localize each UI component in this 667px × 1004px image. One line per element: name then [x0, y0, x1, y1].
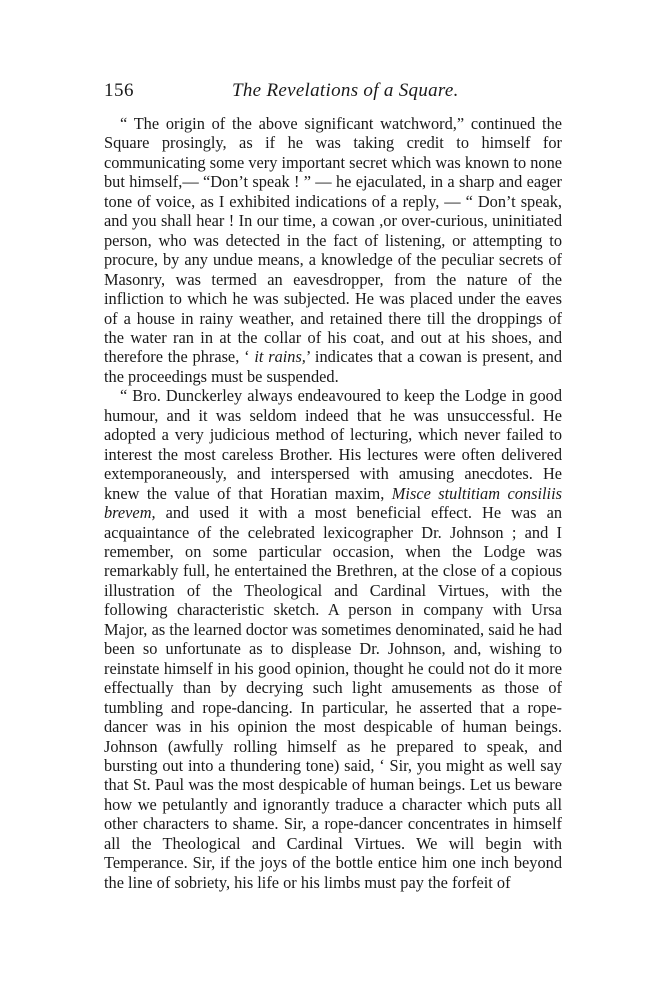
- running-title: The Revelations of a Square.: [232, 80, 459, 101]
- latin-maxim: Misce stultitiam consiliis brevem,: [104, 483, 562, 523]
- book-page: [104, 78, 562, 892]
- text-segment: and used it with a most beneficial effect. He was an acquaintance of the celebrated lexicographer Dr. Johnson ; and I remember, on some particular occasion, when the Lodge was remarkably full, he entertained the Brethren, at the close of a copious illustration of the Theological and Cardinal Virtues, with the following characteristic sketch. A person in company with Ursa Major, as the learned doctor was sometimes denominated, said he had been so unfortunate as to displease Dr. Johnson, and, wishing to reinstate himself in his good opinion, thought he could not do it more effectually than by decrying such light amusements as those of tumbling and rope-dancing. In particular, he asserted that a rope-dancer was in his opinion the most despicable of human beings. Johnson (awfully rolling himself as he prepared to speak, and bursting out into a thundering tone) said, ‘ Sir, you might as well say that St. Paul was the most despicable of human beings. Let us beware how we petulantly and ignorantly traduce a character which puts all other characters to shame. Sir, a rope-dancer concentrates in himself all the Theological and Cardinal Virtues. We will begin with Temperance. Sir, if the joys of the bottle entice him one inch beyond the line of sobriety, his life or his limbs must pay the forfeit of: [104, 503, 562, 892]
- paragraph-2: [104, 386, 562, 892]
- page-number: 156: [104, 80, 134, 101]
- running-head: [104, 78, 562, 104]
- text-segment: ’ indicates that a cowan is present, and the proceedings must be suspended.: [104, 347, 562, 386]
- text-segment: “ Bro. Dunckerley always endeavoured to keep the Lodge in good humour, and it was seldom indeed that he was unsuccessful. He adopted a very judicious method of lecturing, which never failed to interest the most careless Brother. His lectures were often delivered extemporaneously, and interspersed with amusing anecdotes. He knew the value of that Horatian maxim,: [104, 386, 562, 503]
- body-text: [104, 114, 562, 892]
- text-segment: “ The origin of the above significant watchword,” continued the Square prosingly, as if he was taking credit to himself for communicating some very important secret which was known to none but himself,— “Don’t speak ! ” — he ejaculated, in a sharp and eager tone of voice, as I exhibited indications of a reply, — “ Don’t speak, and you shall hear !: [104, 114, 562, 231]
- italic-phrase: it rains,: [254, 347, 306, 367]
- paragraph-1: [104, 114, 562, 386]
- text-segment: In our time, a cowan ,or over-curious, uninitiated person, who was detected in the fact of listening, or attempting to procure, by any undue means, a knowledge of the peculiar secrets of Masonry, was termed an eavesdropper, from the nature of the infliction to which he was subjected. He was placed under the eaves of a house in rainy weather, and retained there till the droppings of the water ran in at the collar of his coat, and out at his shoes, and therefore the phrase, ‘: [104, 211, 562, 367]
